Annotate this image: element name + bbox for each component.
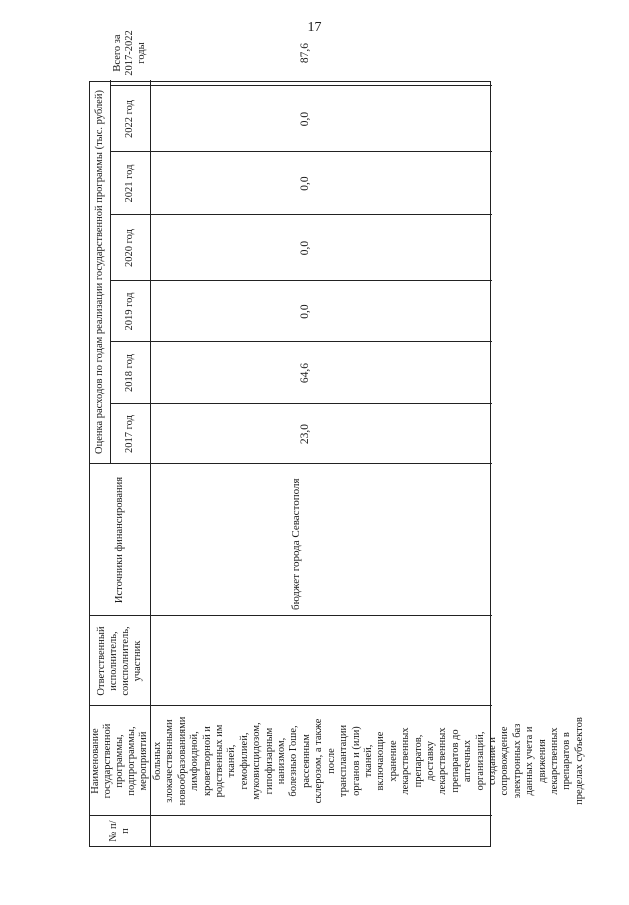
header-year-2019: 2019 год <box>124 292 135 331</box>
rotated-table <box>89 30 585 847</box>
row-name: больных злокачественными новообразованиями лимфоидной, кроветворной и родственных им тканей, гемофилией, муковисцидозом, гипофизарным нанизмом, болезнью Гоше, рассеянным склерозом, а также после трансплантации органов и (или) тканей, включающие хранение лекарственных препаратов, доставку лекарственных препаратов до аптечных организаций, создание и сопровождение электронных баз данных учета и движения лекарственных препаратов в пределах субъектов <box>152 716 585 806</box>
value-2021: 0,0 <box>299 176 311 191</box>
header-year-2021: 2021 год <box>124 164 135 203</box>
header-estimate: Оценка расходов по годам реализации государственной программы (тыс. рублей) <box>94 90 105 454</box>
value-2018: 64,6 <box>299 362 311 384</box>
header-year-2018: 2018 год <box>124 354 135 392</box>
row-num <box>150 816 492 846</box>
page-number: 17 <box>307 20 322 35</box>
header-year-2020: 2020 год <box>124 229 135 267</box>
value-2017: 23,0 <box>299 423 311 445</box>
value-2019: 0,0 <box>299 304 311 319</box>
header-year-2022: 2022 год <box>124 100 135 138</box>
header-year-2017: 2017 год <box>124 415 135 453</box>
header-num: № п/п <box>108 820 131 842</box>
header-source: Источники финансирования <box>114 476 125 604</box>
row-source: бюджет города Севастополя <box>290 478 302 610</box>
budget-table <box>89 30 585 847</box>
row-responsible <box>150 616 492 706</box>
value-total: 87,6 <box>299 42 311 64</box>
value-2020: 0,0 <box>299 240 311 256</box>
value-2022: 0,0 <box>299 111 311 127</box>
header-responsible: Ответственный исполнитель, соисполнитель, участник <box>96 626 143 696</box>
header-name: Наименование государственной программы, подпрограммы, мероприятий <box>90 723 149 799</box>
header-year-total: Всего за 2017-2022 годы <box>112 30 147 76</box>
